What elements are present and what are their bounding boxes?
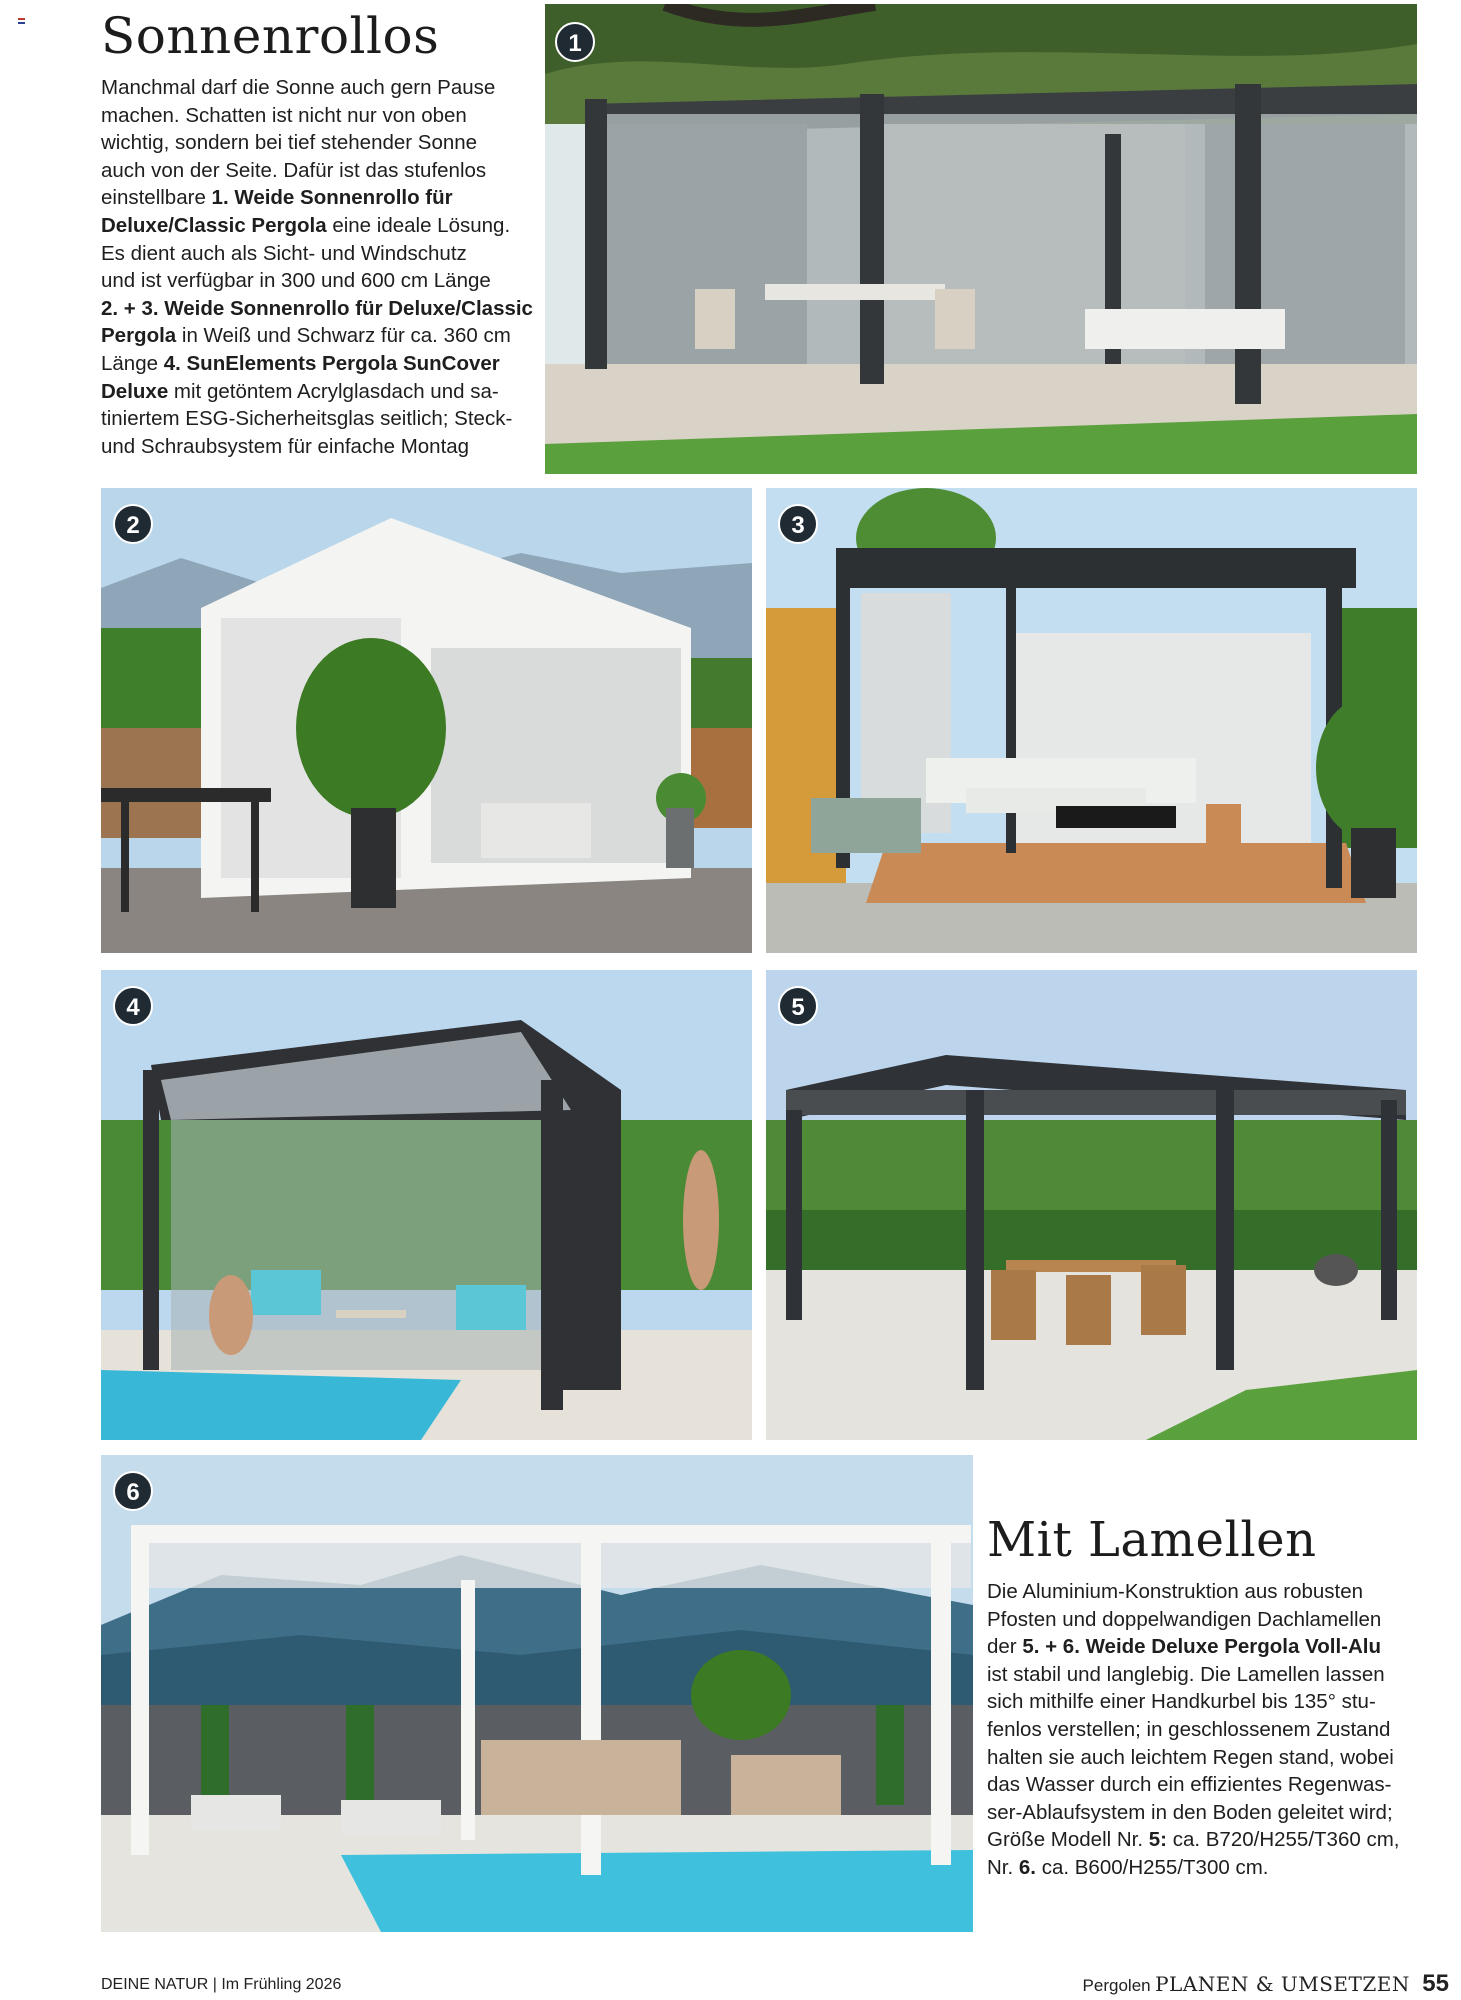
page-number: 55 (1422, 1970, 1449, 1997)
photo-pergola-6 (101, 1455, 973, 1932)
intro-line: Pergola in Weiß und Schwarz für ca. 360 cm (101, 324, 511, 348)
intro-line: Deluxe mit getöntem Acrylglasdach und sa- (101, 379, 499, 403)
section-heading: Mit Lamellen (987, 1512, 1317, 1568)
photo-pergola-4 (101, 970, 752, 1440)
intro-line: tiniertem ESG-Sicherheitsglas seitlich; Steck- (101, 407, 513, 431)
section-line: Die Aluminium-Konstruktion aus robusten (987, 1580, 1364, 1603)
section-line: das Wasser durch ein effizientes Regenwas- (987, 1773, 1392, 1797)
photo-number-badge: 6 (113, 1471, 153, 1511)
footer-publication: DEINE NATUR | Im Frühling 2026 (101, 1976, 342, 1993)
section-line: Pfosten und doppelwandigen Dachlamellen (987, 1607, 1382, 1631)
section-line: fenlos verstellen; in geschlossenem Zustand (987, 1717, 1391, 1741)
photo-number-badge: 1 (555, 22, 595, 62)
intro-line: und Schraubsystem für einfache Montag (101, 434, 470, 458)
intro-line: Länge 4. SunElements Pergola SunCover (101, 351, 500, 375)
footer-section: Pergolen (1082, 1976, 1151, 1995)
photo-pergola-2 (101, 488, 752, 953)
intro-line: Deluxe/Classic Pergola eine ideale Lösung. (101, 213, 511, 237)
photo-pergola-1 (545, 4, 1417, 474)
section-line: ser-Ablaufsystem in den Boden geleitet wird; (987, 1800, 1393, 1824)
photo-pergola-3 (766, 488, 1417, 953)
intro-line: machen. Schatten ist nicht nur von oben (101, 103, 467, 127)
section-line: Größe Modell Nr. 5: ca. B720/H255/T360 cm, (987, 1828, 1400, 1852)
edge-mark (18, 22, 25, 24)
intro-line: 2. + 3. Weide Sonnenrollo für Deluxe/Classic (101, 296, 533, 320)
edge-mark (18, 18, 25, 20)
intro-line: auch von der Seite. Dafür ist das stufenlos (101, 158, 487, 182)
section-line: Nr. 6. ca. B600/H255/T300 cm. (987, 1855, 1269, 1879)
photo-number-badge: 3 (778, 504, 818, 544)
photo-number-badge: 4 (113, 986, 153, 1026)
footer-title: PLANEN & UMSETZEN (1155, 1972, 1410, 1996)
section-line: halten sie auch leichtem Regen stand, wobei (987, 1745, 1394, 1769)
intro-line: und ist verfügbar in 300 und 600 cm Länge (101, 269, 491, 293)
section-line: ist stabil und langlebig. Die Lamellen lassen (987, 1662, 1385, 1686)
intro-line: wichtig, sondern bei tief stehender Sonne (101, 131, 478, 155)
intro-line: einstellbare 1. Weide Sonnenrollo für (101, 186, 453, 210)
footer-running-head (1083, 1970, 1449, 1998)
intro-line: Manchmal darf die Sonne auch gern Pause (101, 76, 496, 99)
photo-number-badge: 5 (778, 986, 818, 1026)
section-text (987, 1578, 1417, 1882)
article-intro (101, 74, 541, 460)
photo-number-badge: 2 (113, 504, 153, 544)
section-line: der 5. + 6. Weide Deluxe Pergola Voll-Alu (987, 1635, 1381, 1659)
section-line: sich mithilfe einer Handkurbel bis 135° stu- (987, 1690, 1376, 1714)
article-heading: Sonnenrollos (101, 7, 440, 65)
intro-line: Es dient auch als Sicht- und Windschutz (101, 241, 467, 265)
photo-pergola-5 (766, 970, 1417, 1440)
